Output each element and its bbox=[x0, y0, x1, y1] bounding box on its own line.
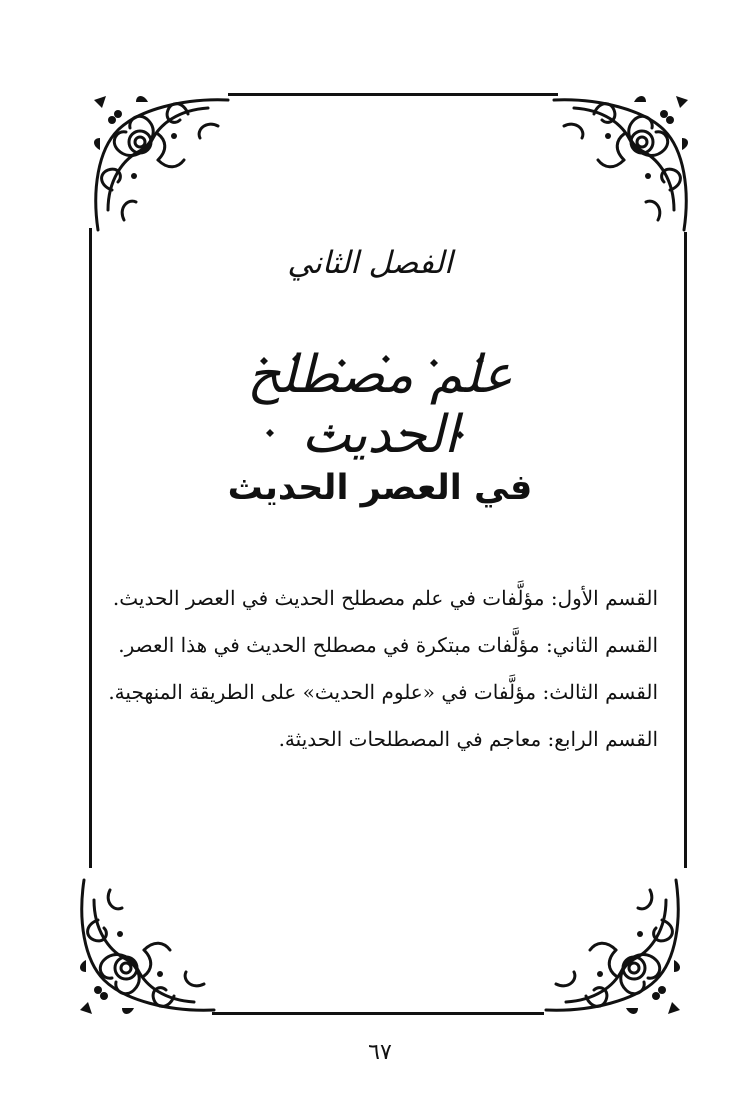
section-label: القسم الثاني: bbox=[545, 633, 658, 657]
ornament-corner-top-right-icon bbox=[546, 90, 694, 238]
section-text: معاجم في المصطلحات الحديثة. bbox=[278, 727, 542, 751]
frame-left-line bbox=[89, 228, 92, 868]
chapter-heading: الفصل الثاني bbox=[287, 245, 453, 281]
section-label: القسم الرابع: bbox=[547, 727, 658, 751]
frame-bottom-line bbox=[212, 1012, 544, 1015]
page-number: ٦٧ bbox=[368, 1040, 392, 1065]
ornament-corner-bottom-left-icon bbox=[74, 872, 222, 1020]
section-text: مؤلَّفات مبتكرة في مصطلح الحديث في هذا العصر. bbox=[118, 633, 540, 657]
section-item-4 bbox=[98, 721, 658, 758]
section-item-1 bbox=[98, 580, 658, 617]
ornament-corner-top-left-icon bbox=[88, 90, 236, 238]
section-label: القسم الأول: bbox=[550, 586, 658, 610]
section-item-3 bbox=[98, 674, 658, 711]
section-label: القسم الثالث: bbox=[542, 680, 658, 704]
frame-right-line bbox=[684, 232, 687, 868]
main-title: علم مصطلح الحديث bbox=[247, 345, 513, 465]
ornament-corner-bottom-right-icon bbox=[538, 872, 686, 1020]
sections-list bbox=[98, 580, 658, 768]
frame-top-line bbox=[228, 93, 558, 96]
section-item-2 bbox=[98, 627, 658, 664]
subtitle: في العصر الحديث bbox=[227, 468, 533, 508]
section-text: مؤلَّفات في علم مصطلح الحديث في العصر الحديث. bbox=[112, 586, 545, 610]
section-text: مؤلَّفات في «علوم الحديث» على الطريقة المنهجية. bbox=[108, 680, 537, 704]
